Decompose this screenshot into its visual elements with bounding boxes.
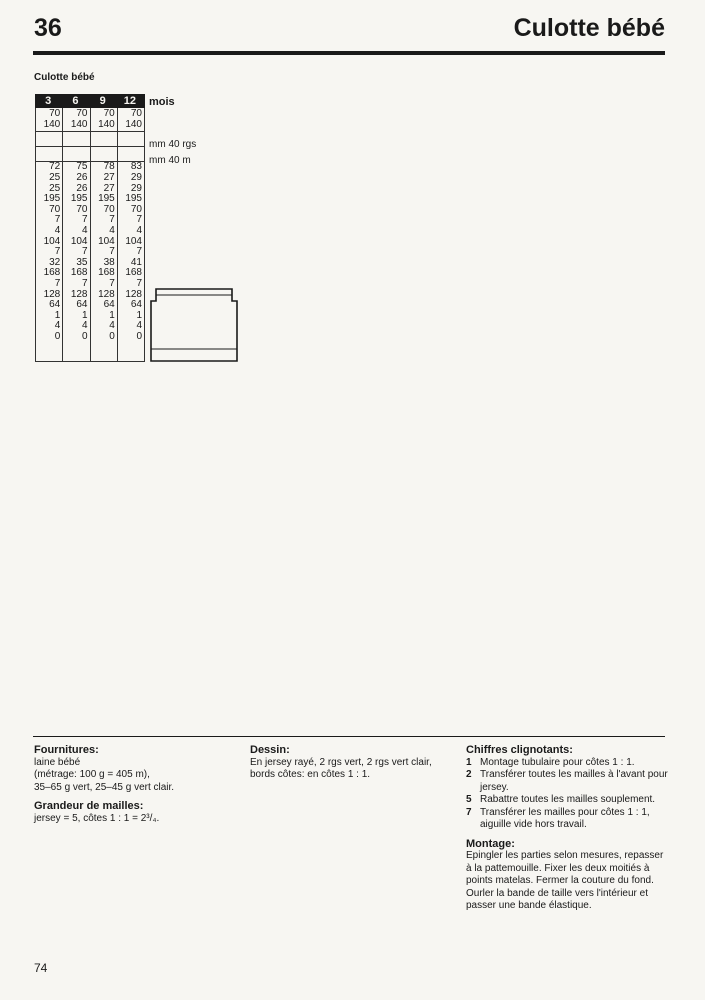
- stitch-count: 64: [76, 299, 88, 311]
- size-3: 3: [36, 95, 63, 108]
- stitch-count: 128: [70, 288, 88, 300]
- stitch-count: 70: [49, 203, 61, 215]
- stitch-count: 104: [98, 235, 115, 247]
- stitch-count: 1: [81, 309, 88, 321]
- montage-heading: Montage:: [466, 837, 515, 850]
- gauge-rows-label: mm 40 rgs: [149, 139, 197, 150]
- stitch-count: 104: [125, 235, 142, 247]
- stitch-count: 29: [130, 182, 142, 194]
- stitch-count: 29: [130, 172, 142, 184]
- stitch-count: 4: [54, 320, 61, 332]
- section-subtitle: Culotte bébé: [34, 72, 95, 83]
- gauge-sts-row: [36, 147, 145, 162]
- stitch-count: 168: [70, 267, 88, 279]
- stitch-count: 4: [81, 225, 88, 236]
- stitch-count: 128: [125, 288, 142, 300]
- stitch-count: 38: [103, 256, 115, 268]
- stitch-count: 0: [54, 330, 61, 342]
- stitch-count: 128: [98, 288, 115, 300]
- stitch-count: 64: [103, 299, 115, 311]
- grandeur-text: jersey = 5, côtes 1 : 1 = 2³/₄.: [34, 812, 160, 824]
- stitch-count: 64: [49, 299, 61, 311]
- stitch-count: 4: [136, 225, 142, 236]
- dessin-heading: Dessin:: [250, 744, 290, 756]
- stitch-column-3: [36, 162, 63, 362]
- stitch-count: 26: [76, 172, 88, 184]
- stitch-count: 195: [70, 193, 88, 205]
- stitch-count: 25: [49, 182, 61, 194]
- stitch-count: 7: [136, 277, 142, 289]
- stitch-count: 75: [76, 161, 88, 173]
- montage-text: Epingler les parties selon mesures, repasser à la pattemouille. Fixer les deux moitiés à points matelas. Fermer la couture du fond. Ourler la bande de taille vers l'intérieur et passer une bande élastique.: [466, 850, 664, 911]
- garment-schematic: [149, 287, 239, 363]
- stitch-count: 32: [49, 256, 61, 268]
- measure-cell: 70 140: [36, 108, 63, 132]
- stitch-count: 27: [103, 182, 115, 194]
- empty-cell: [36, 132, 63, 147]
- size-header-row: [36, 95, 145, 108]
- measure-cell: 70 140: [117, 108, 144, 132]
- step-item: 5 Rabattre toutes les mailles souplement.: [466, 794, 656, 805]
- stitch-count: 1: [136, 309, 142, 321]
- empty-cell: [117, 147, 144, 162]
- size-unit-label: mois: [149, 96, 175, 108]
- fournitures-line: (métrage: 100 g = 405 m),: [34, 769, 150, 780]
- stitch-count: 0: [81, 330, 88, 342]
- stitch-count: 168: [98, 267, 115, 279]
- stitch-count: 4: [136, 320, 142, 332]
- size-12: 12: [117, 95, 144, 108]
- stitch-column-9: [90, 162, 117, 362]
- materials-column: [34, 744, 234, 825]
- stitch-count: 4: [109, 320, 115, 332]
- stitch-column-6: [63, 162, 90, 362]
- top-rule: [33, 51, 665, 55]
- empty-cell: [36, 147, 63, 162]
- stitch-count: 195: [125, 193, 142, 205]
- stitch-count: 104: [43, 235, 61, 247]
- fournitures-heading: Fournitures:: [34, 744, 99, 756]
- stitch-count: 7: [109, 214, 115, 226]
- stitch-count: 25: [49, 172, 61, 184]
- stitch-count: 72: [49, 161, 61, 173]
- stitch-count: 1: [54, 309, 61, 321]
- stitch-count: 0: [109, 330, 115, 342]
- schematic-outline: [151, 289, 237, 361]
- step-item: 2 Transférer toutes les mailles à l'avant pour jersey.: [466, 769, 668, 793]
- page-folio: 74: [34, 961, 48, 975]
- stitch-count: 7: [81, 277, 88, 289]
- step-item: 7 Transférer les mailles pour côtes 1 : 1, aiguille vide hors travail.: [466, 806, 650, 830]
- stitch-count: 7: [81, 246, 88, 258]
- stitch-count: 0: [136, 330, 142, 342]
- stitch-count: 4: [109, 225, 115, 236]
- page-number-heading: 36: [34, 14, 62, 42]
- stitch-count: 195: [43, 193, 61, 205]
- stitch-count: 41: [130, 256, 142, 268]
- stitch-count: 70: [76, 203, 88, 215]
- stitch-count: 7: [54, 246, 61, 258]
- fournitures-line: 35–65 g vert, 25–45 g vert clair.: [34, 781, 175, 793]
- stitch-count: 7: [109, 246, 115, 258]
- fournitures-line: laine bébé: [34, 756, 81, 768]
- instructions-column: [466, 744, 671, 913]
- stitch-column-12: [117, 162, 144, 362]
- size-9: 9: [90, 95, 117, 108]
- stitch-count: 7: [136, 214, 142, 226]
- stitch-count: 128: [43, 288, 61, 300]
- step-item: 1 Montage tubulaire pour côtes 1 : 1.: [466, 756, 635, 768]
- stitch-count: 26: [76, 182, 88, 194]
- pattern-column: [250, 744, 455, 782]
- stitch-count: 4: [54, 225, 61, 236]
- stitch-count: 70: [130, 203, 142, 215]
- dessin-text: En jersey rayé, 2 rgs vert, 2 rgs vert clair, bords côtes: en côtes 1 : 1.: [250, 756, 432, 780]
- measure-row: [36, 108, 145, 132]
- stitch-count: 27: [103, 172, 115, 184]
- chiffres-heading: Chiffres clignotants:: [466, 744, 573, 756]
- bottom-rule: [33, 736, 665, 737]
- stitch-count: 83: [130, 161, 142, 173]
- gauge-stitches-label: mm 40 m: [149, 155, 191, 166]
- empty-cell: [63, 147, 90, 162]
- stitch-count: 1: [109, 309, 115, 321]
- grandeur-heading: Grandeur de mailles:: [34, 800, 144, 812]
- page-title: Culotte bébé: [513, 14, 665, 42]
- stitch-count: 104: [70, 235, 88, 247]
- stitch-count: 7: [136, 246, 142, 258]
- measure-cell: 70 140: [63, 108, 90, 132]
- gauge-rows-row: [36, 132, 145, 147]
- measure-cell: 70 140: [90, 108, 117, 132]
- stitch-count: 70: [103, 203, 115, 215]
- size-table: [35, 94, 145, 362]
- stitch-count: 7: [109, 277, 115, 289]
- stitch-count: 7: [54, 277, 61, 289]
- empty-cell: [90, 132, 117, 147]
- stitch-count: 168: [125, 267, 142, 279]
- stitch-count: 168: [43, 267, 61, 279]
- size-6: 6: [63, 95, 90, 108]
- stitch-count: 64: [130, 299, 142, 311]
- stitch-count: 4: [81, 320, 88, 332]
- stitch-count: 7: [81, 214, 88, 226]
- empty-cell: [117, 132, 144, 147]
- stitch-count: 78: [103, 161, 115, 173]
- stitch-count: 7: [54, 214, 61, 226]
- stitch-count: 35: [76, 256, 88, 268]
- stitch-count-row: [36, 162, 145, 362]
- empty-cell: [63, 132, 90, 147]
- empty-cell: [90, 147, 117, 162]
- stitch-count: 195: [98, 193, 115, 205]
